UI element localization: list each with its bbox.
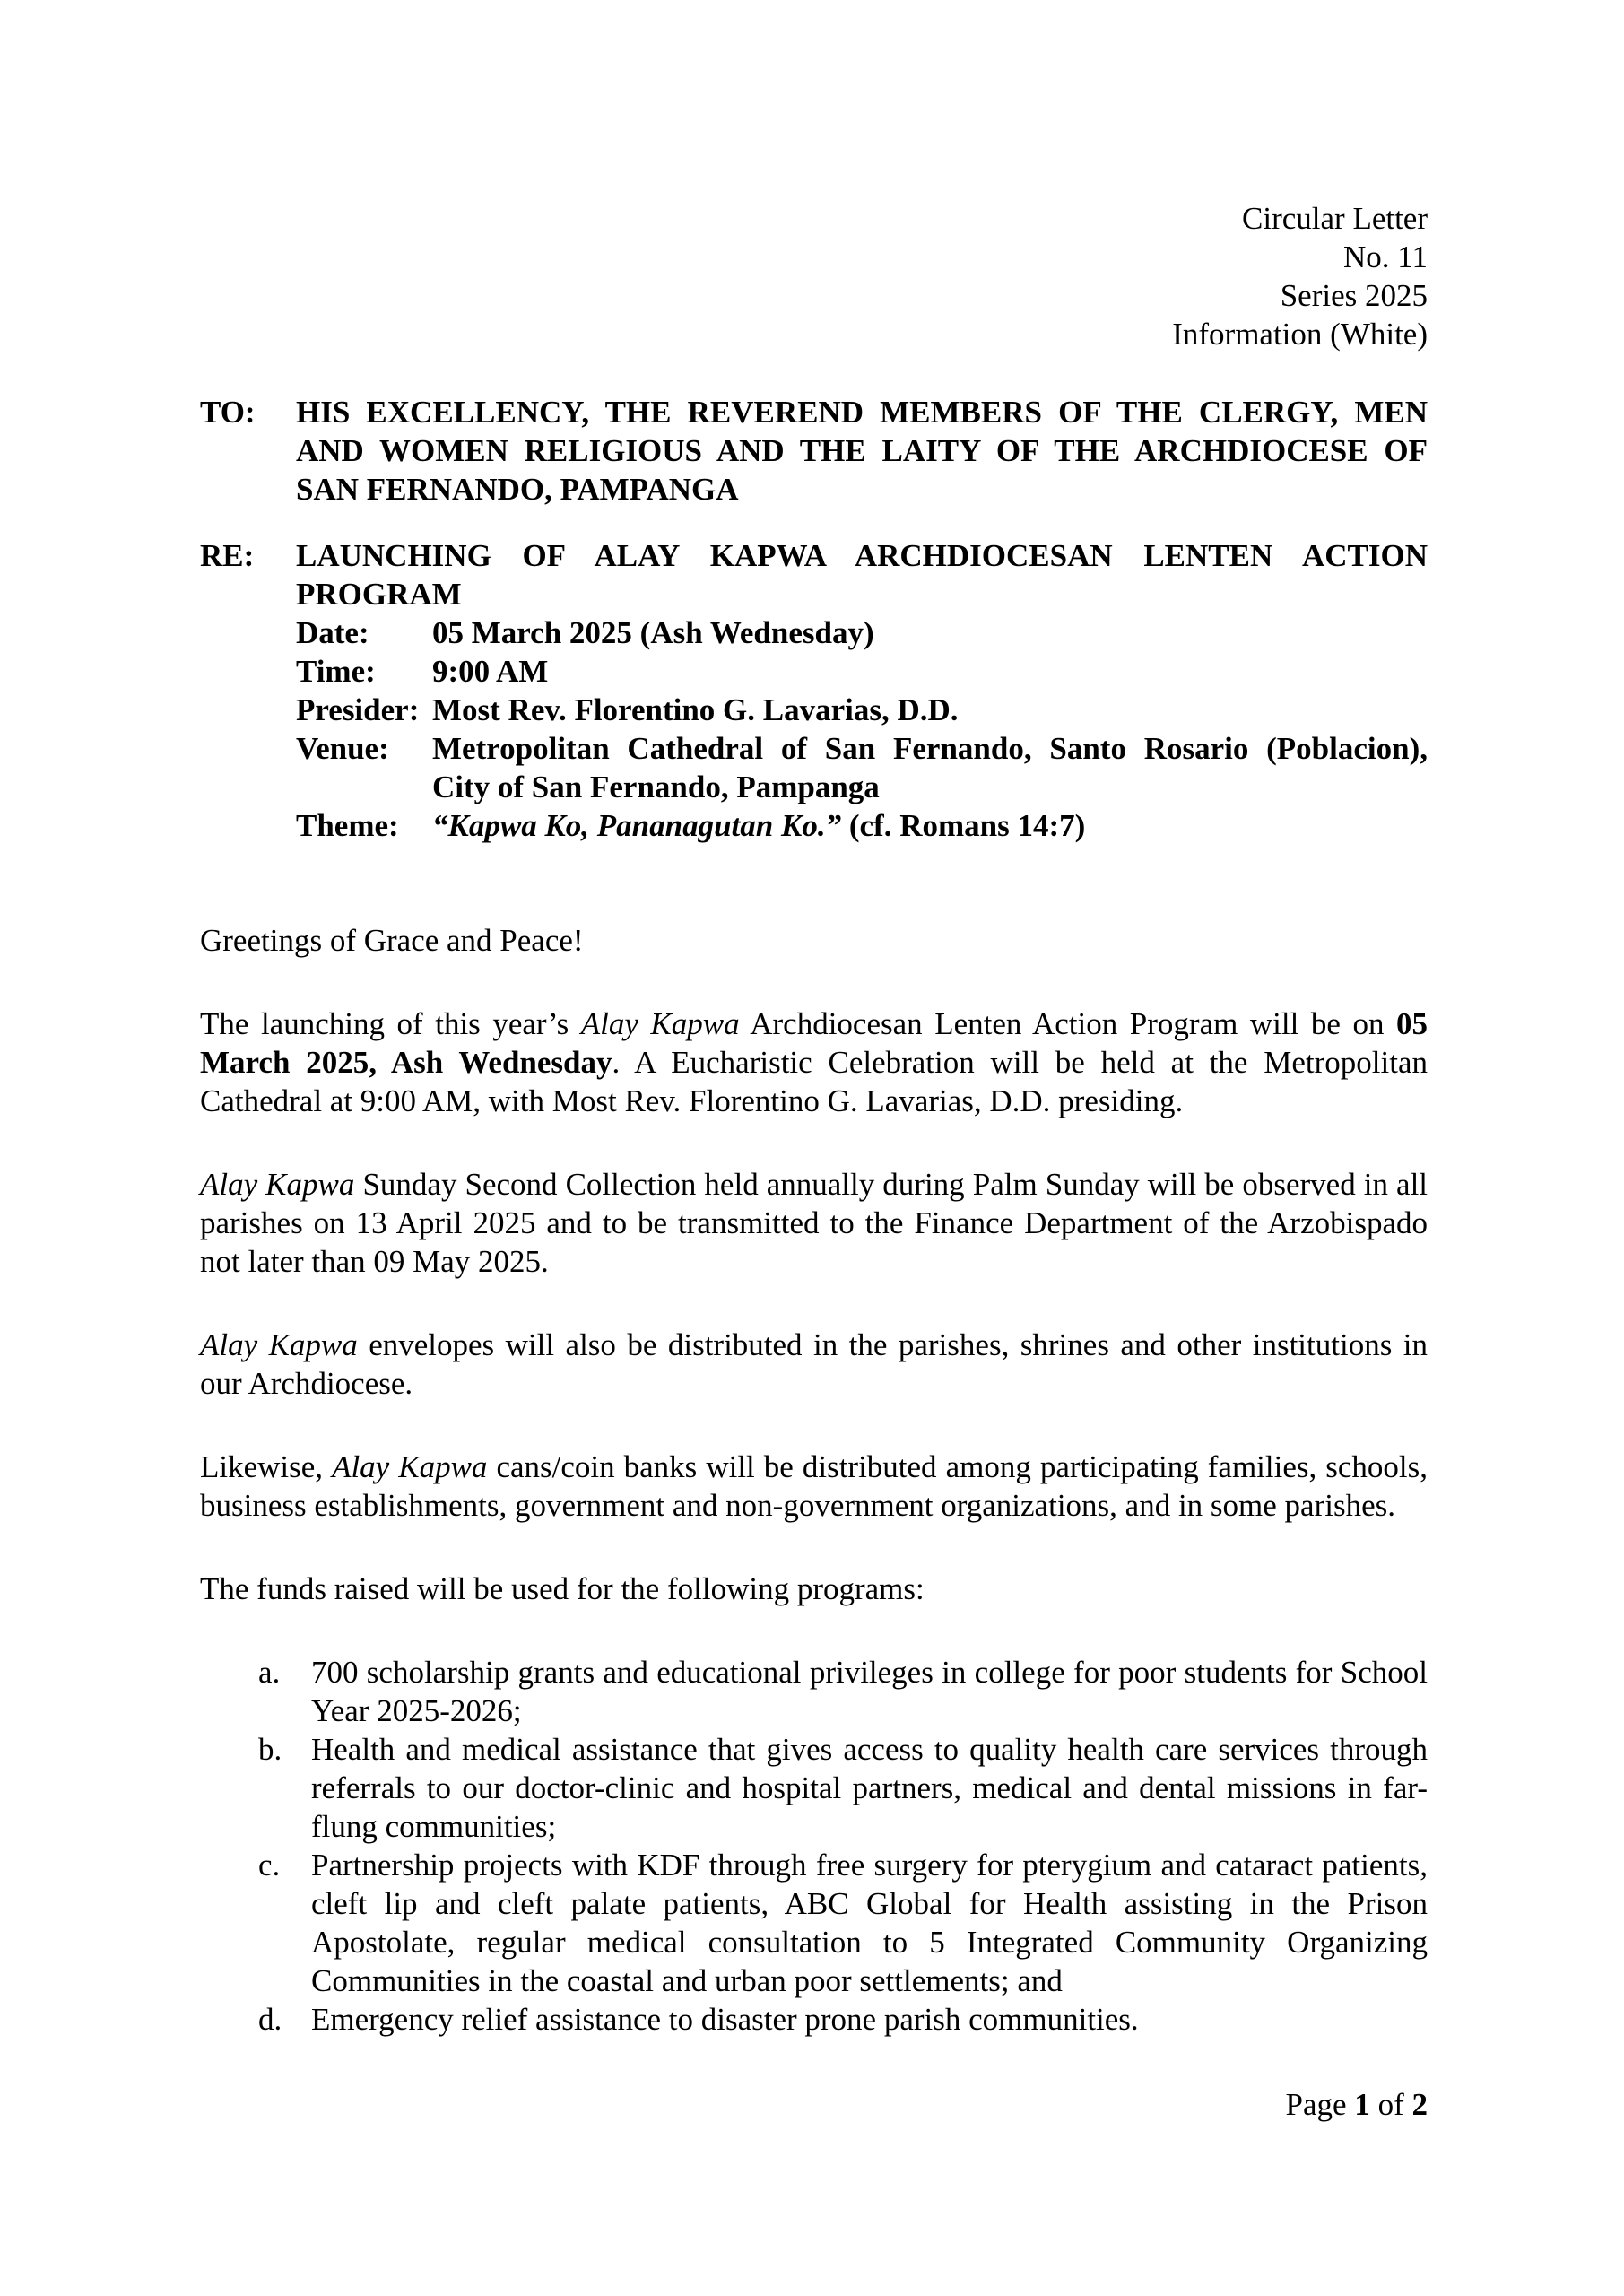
detail-value-date: 05 March 2025 (Ash Wednesday) — [432, 615, 874, 650]
list-marker: d. — [258, 2002, 282, 2037]
to-line: HIS EXCELLENCY, THE REVEREND MEMBERS OF THE CLERGY, MEN — [296, 395, 1428, 430]
header-line-circular-letter: Circular Letter — [1242, 201, 1428, 236]
header-line-series: Series 2025 — [1280, 278, 1428, 313]
re-title-line: LAUNCHING OF ALAY KAPWA ARCHDIOCESAN LENTEN ACTION — [296, 538, 1428, 573]
paragraph-text: Likewise, — [200, 1449, 333, 1484]
to-label: TO: — [200, 395, 256, 430]
page-footer — [200, 2085, 1428, 2124]
paragraph-text: envelopes will also be distributed in the parishes, shrines and other institutions in our Archdiocese. — [200, 1327, 1428, 1401]
list-text: Partnership projects with KDF through free surgery for pterygium and cataract patients, cleft lip and cleft palate patients, ABC Global for Health assisting in the Prison Apostolate, regular medical consultation to 5 Integrated Community Organizing Communities in the coastal and urban poor settlements; and — [311, 1848, 1428, 1998]
detail-value-time: 9:00 AM — [432, 654, 549, 689]
page-number-current: 1 — [1354, 2087, 1370, 2122]
re-content — [296, 536, 1428, 845]
alay-kapwa-italic: Alay Kapwa — [580, 1006, 740, 1041]
footer-text: of — [1369, 2087, 1412, 2122]
to-line: AND WOMEN RELIGIOUS AND THE LAITY OF THE ARCHDIOCESE OF — [296, 433, 1428, 468]
detail-value-presider: Most Rev. Florentino G. Lavarias, D.D. — [432, 692, 959, 727]
list-marker: b. — [258, 1732, 282, 1767]
theme-reference: (cf. Romans 14:7) — [841, 808, 1086, 843]
detail-label-date: Date: — [296, 615, 369, 650]
paragraph-funds — [200, 1570, 1428, 1608]
detail-row-presider — [296, 691, 1428, 729]
greeting: Greetings of Grace and Peace! — [200, 923, 584, 958]
header-line-number: No. 11 — [1343, 239, 1428, 274]
alay-kapwa-italic: Alay Kapwa — [332, 1449, 488, 1484]
detail-row-theme — [296, 806, 1428, 845]
paragraph-cans — [200, 1448, 1428, 1525]
to-line: SAN FERNANDO, PAMPANGA — [296, 472, 739, 507]
to-section — [200, 393, 1428, 509]
header-line-information: Information (White) — [1172, 317, 1428, 352]
list-text: Health and medical assistance that gives access to quality health care services through referrals to our doctor-clinic and hospital partners, medical and dental missions in far-flung communities; — [311, 1732, 1428, 1844]
list-marker: c. — [258, 1848, 281, 1883]
alay-kapwa-italic: Alay Kapwa — [200, 1327, 358, 1362]
re-label: RE: — [200, 538, 255, 573]
theme-quote: “Kapwa Ko, Pananagutan Ko.” — [432, 808, 842, 843]
paragraph-text: . A Eucharistic Celebration will be held at the Metropolitan Cathedral at 9:00 AM, with Most Rev. Florentino G. Lavarias, D.D. presiding. — [200, 1045, 1429, 1118]
detail-row-time — [296, 652, 1428, 691]
paragraph-text: Archdiocesan Lenten Action Program will be on — [739, 1006, 1396, 1041]
list-text: 700 scholarship grants and educational privileges in college for poor students for School Year 2025-2026; — [311, 1655, 1428, 1728]
list-item-b — [200, 1730, 1428, 1846]
footer-text: Page — [1285, 2087, 1355, 2122]
paragraph-envelopes — [200, 1326, 1428, 1403]
to-content — [296, 393, 1428, 509]
re-section — [200, 536, 1428, 845]
paragraph-collection — [200, 1165, 1428, 1281]
list-text: Emergency relief assistance to disaster prone parish communities. — [311, 2002, 1139, 2037]
detail-label-venue: Venue: — [296, 731, 389, 766]
alay-kapwa-italic: Alay Kapwa — [200, 1167, 355, 1202]
detail-label-time: Time: — [296, 654, 376, 689]
venue-line: Metropolitan Cathedral of San Fernando, Santo Rosario (Poblacion), — [432, 731, 1428, 766]
date-bold: 05 March 2025, Ash Wednesday — [200, 1006, 1428, 1080]
detail-row-date — [296, 613, 1428, 652]
list-item-c — [200, 1846, 1428, 2000]
paragraph-text: Sunday Second Collection held annually during Palm Sunday will be observed in all parishes on 13 April 2025 and to be transmitted to the Finance Department of the Arzobispado not later than 09 May 2025. — [200, 1167, 1429, 1279]
detail-value-theme — [432, 806, 1428, 845]
list-marker: a. — [258, 1655, 281, 1690]
list-item-d — [200, 2000, 1428, 2039]
program-list — [200, 1653, 1428, 2039]
letter-header — [200, 199, 1428, 353]
detail-label-theme: Theme: — [296, 808, 399, 843]
re-title-line: PROGRAM — [296, 577, 462, 612]
paragraph-text: cans/coin banks will be distributed among participating families, schools, business establishments, government and non-government organizations, and in some parishes. — [200, 1449, 1429, 1523]
page-number-total: 2 — [1411, 2087, 1428, 2122]
paragraph-launch — [200, 1004, 1428, 1120]
detail-row-venue — [296, 729, 1428, 806]
detail-value-venue — [432, 729, 1428, 806]
venue-line: City of San Fernando, Pampanga — [432, 770, 880, 804]
paragraph-text: The launching of this year’s — [200, 1006, 581, 1041]
paragraph-text: The funds raised will be used for the following programs: — [200, 1571, 925, 1606]
detail-label-presider: Presider: — [296, 692, 420, 727]
list-item-a — [200, 1653, 1428, 1730]
